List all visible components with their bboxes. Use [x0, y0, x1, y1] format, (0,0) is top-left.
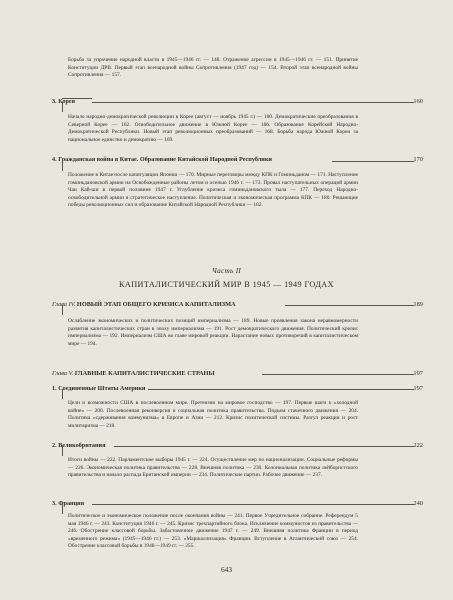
- page-number: 643: [220, 565, 233, 574]
- section-text-britain: Итоги войны — 222. Парламентские выборы 1945 г. — 224. Осуществление мер по национализации. Социальные реформы — 226. Экономическая политика правительства — 228. Внешняя политика — 230. Колониальная политика лейбористского правительства и начало распада Британской империи — 234. Политические партии. Рабочее движение — 237.: [68, 457, 358, 479]
- chapter-4-text: Ослабление экономических и политических позиций империализма — 189. Новые проявления закона неравномерности развития капиталистических стран в эпоху империализма — 191. Рост демократического движения. Политический кризис империализма — 192. Империализм США во главе мировой реакции. Нарастание новых противоречий в капиталистическом мире — 194.: [68, 318, 358, 347]
- chapter-4-title: НОВЫЙ ЭТАП ОБЩЕГО КРИЗИСА КАПИТАЛИЗМА: [76, 301, 236, 308]
- section-page-usa: 197: [413, 385, 423, 392]
- divider: [62, 102, 63, 112]
- divider: [332, 161, 414, 162]
- chapter-4-label: Глава IV.: [52, 301, 76, 308]
- top-paragraph: Борьба за упрочение народной власти в 1945—1946 гг. — 148. Отражение агрессии в 1945—1946 гг. — 151. Принятие Конституции ДРВ. Первый этап всенародной войны Сопротивления (1947 год) — 154. Второй этап всенародной войны Сопротивления — 157.: [68, 57, 358, 79]
- divider: [62, 446, 63, 456]
- divider: [285, 305, 414, 306]
- part-title: КАПИТАЛИСТИЧЕСКИЙ МИР В 1945 — 1949 ГОДАХ: [119, 280, 334, 289]
- divider: [114, 446, 414, 447]
- section-title-china: 4. Гражданская война в Китае. Образование Китайской Народной Республики: [52, 156, 272, 163]
- section-title-korea: 3. Корея: [52, 98, 75, 105]
- chapter-5-label: Глава V.: [52, 370, 74, 377]
- chapter-5-heading: [52, 370, 215, 377]
- chapter-5-page: 197: [413, 370, 423, 377]
- divider: [148, 389, 414, 390]
- chapter-4-page: 189: [413, 301, 423, 308]
- section-page-korea: 160: [413, 98, 423, 105]
- part-label: Часть II: [211, 267, 242, 275]
- chapter-4-heading: [52, 301, 236, 308]
- section-title-france: 3. Франция: [52, 500, 85, 507]
- divider: [62, 389, 63, 399]
- section-page-france: 240: [413, 500, 423, 507]
- section-text-korea: Начало народно-демократической революции в Корее (август — ноябрь 1945 г.) — 160. Демократические преобразования в Северной Корее — 162. Освободительное движение в Южной Корее — 166. Образование Корейской Народно-Демократической Республики. Новый этап революционных преобразований — 168. Борьба народа Южной Кореи за национальное единство и демократию — 169.: [68, 114, 358, 143]
- divider: [92, 504, 414, 505]
- divider: [262, 374, 414, 375]
- divider: [62, 161, 63, 171]
- section-text-france: Политическое и экономическое положение после окончания войны — 241. Первое Учредительное собрание. Референдум 5 мая 1946 г. — 243. Конституция 1946 г. — 245. Кризис трехпартийного блока. Исключение коммунистов из правительства — 246. Обострение классовой борьбы. Забастовочное движение 1947 г. — 249. Внешняя политика Франции в период «временного режима» (1945—1946 гг.) — 253. «Маршаллизация» Франции. Вступление в Атлантический союз — 254. Обострение классовой борьбы в 1948—1949 гг. — 255.: [68, 513, 358, 550]
- section-text-china: Положение в Китае после капитуляции Японии — 170. Мирные переговоры между КПК и Гоминьданом — 171. Наступление гоминьдановской армии на Освобожденные районы летом и осенью 1946 г. — 173. Провал наступательных операций армии Чан Кай-ши в первой половине 1947 г. Углубление кризиса гоминьдановского тыла — 177. Переход Народно-освободительной армии в стратегическое наступление. Политическая и экономическая программа КПК — 180. Решающие победы революционных сил и образование Китайской Народной Республики — 182.: [68, 172, 358, 209]
- divider: [92, 102, 414, 103]
- divider: [62, 504, 63, 514]
- section-page-china: 170: [413, 156, 423, 163]
- section-page-britain: 222: [413, 442, 423, 449]
- section-title-britain: 2. Великобритания: [52, 442, 106, 449]
- divider: [62, 305, 63, 315]
- chapter-5-title: ГЛАВНЫЕ КАПИТАЛИСТИЧЕСКИЕ СТРАНЫ: [74, 370, 215, 377]
- section-title-usa: 1. Соединенные Штаты Америки: [52, 385, 146, 392]
- section-text-usa: Цели и возможности США в послевоенном мире. Претензии на мировое господство — 197. Первые шаги к «холодной войне» — 200. Послевоенная реконверсия и социальная политика правительства. Подъем стачечного движения — 204. Политика «сдерживания коммунизма» в Европе и Азии — 212. Кризис политической системы. Разгул реакции и рост милитаризма — 218.: [68, 400, 358, 429]
